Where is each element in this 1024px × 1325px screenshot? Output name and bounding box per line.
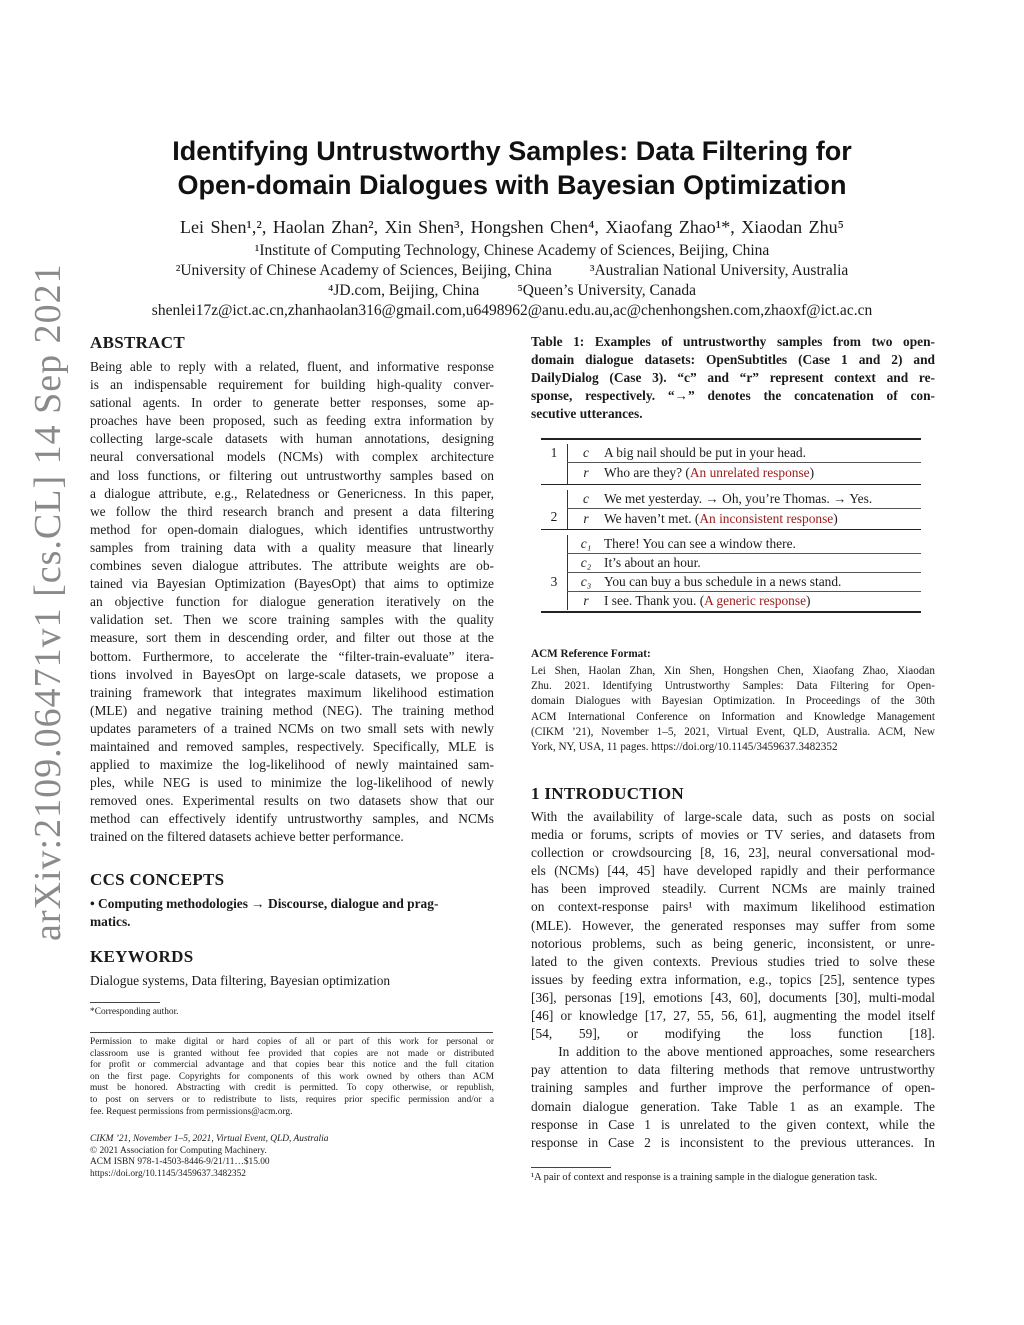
table-row [541,490,921,509]
table-1-caption [531,333,935,423]
keywords-text: Dialogue systems, Data filtering, Bayesian optimization [90,973,391,988]
intro-line: media or forums, scripts of movies or TV series, and datasets from [531,827,935,843]
intro-line: In addition to the above mentioned approaches, some researchers [531,1044,935,1060]
case-number [541,592,568,611]
abstract-line: ples, while NEG is used to minimize the log-likelihood of newly [90,775,494,791]
utterance-cell [604,554,921,573]
intro-footnote: ¹A pair of context and response is a training sample in the dialogue generation task. [531,1172,878,1183]
abstract-heading: ABSTRACT [90,333,185,352]
abstract-line: a dialogue attribute, e.g., Relatedness or Genericness. In this paper, [90,485,494,501]
case-number [541,463,568,485]
role-label: r [568,463,605,485]
acm-ref-line: Zhu. 2021. Identifying Untrustworthy Samples: Data Filtering for Open- [531,680,935,693]
abstract-line: updates parameters of a trained NCMs on two small sets with newly [90,720,494,736]
permission-line: classroom use is granted without fee provided that copies are not made or distributed [90,1048,494,1059]
abstract-line: (MLE) and negative training method (NEG). The training method [90,702,494,718]
intro-line: lated to the given contexts. Previous studies tried to solve these [531,953,935,969]
table-row [541,554,921,573]
abstract-line: training framework that integrates maximum likelihood estimation [90,684,494,700]
case-number [541,535,568,554]
caption-line: DailyDialog (Case 3). “c” and “r” represent context and re- [531,370,935,386]
example-table [541,444,921,610]
author-emails: shenlei17z@ict.ac.cn,zhanhaolan316@gmail.com,u6498962@anu.edu.au,ac@chenhongshen.com,zhaoxf@ict.ac.cn [151,302,873,319]
caption-line: Table 1: Examples of untrustworthy samples from two open- [531,334,935,349]
abstract-line: trained on the filtered datasets achieve better performance. [90,829,404,845]
intro-line: training samples and further improve the performance of open- [531,1080,935,1096]
response-type-note: An inconsistent response [699,510,834,526]
permission-line: must be honored. Abstracting with credit is permitted. To copy otherwise, or republish, [90,1083,494,1094]
caption-line: sponse, respectively. “→” denotes the concatenation of con- [531,388,935,404]
acm-ref-line: ACM International Conference on Information and Knowledge Management [531,710,935,723]
affiliation-3: ³Australian National University, Australia [589,262,849,279]
caption-line: secutive utterances. [531,406,643,422]
utterance-text: You can buy a bus schedule in a news stand. [604,574,842,589]
permission-line: to post on servers or to redistribute to lists, requires prior specific permission and/or a [90,1094,494,1105]
utterance-text: A big nail should be put in your head. [604,445,806,460]
affiliation-4: ⁴JD.com, Beijing, China [327,282,480,299]
intro-line: [54, 59], or modifying the loss function [18]. [531,1026,935,1042]
response-type-note: An unrelated response [689,465,810,481]
abstract-line: Being able to reply with a related, fluent, and informative response [90,359,494,374]
table-row [541,444,921,463]
utterance-text: We met yesterday. → Oh, you’re Thomas. → Yes. [604,490,873,506]
case-number: 1 [550,445,558,461]
role-label: c₃ [568,573,605,592]
utterance-text: We haven’t met. ( [604,510,700,526]
ccs-concepts [90,895,494,931]
intro-line: With the availability of large-scale data, such as posts on social [531,809,935,824]
utterance-cell [604,573,921,592]
abstract-line: validation set. Then we score training samples with the quality [90,612,494,628]
abstract-line: method can effectively identify untrustworthy samples, and NCMs [90,811,494,827]
abstract-line: tained via Bayesian Optimization (BayesOpt) that aims to optimize [90,576,494,592]
caption-line: domain dialogue datasets: OpenSubtitles (Case 1 and 2) and [531,352,935,368]
abstract-line: applied to maximize the log-likelihood of newly maintained sam- [90,757,494,773]
acm-ref-line: Lei Shen, Haolan Zhan, Xin Shen, Hongshen Chen, Xiaofang Zhao, Xiaodan [531,665,935,677]
utterance-cell [604,463,921,485]
abstract-line: is an indispensable requirement for building high-quality conver- [90,377,494,393]
introduction-body [531,808,935,1152]
response-type-note: A generic response [704,593,807,608]
venue-line: CIKM ’21, November 1–5, 2021, Virtual Event, QLD, Australia [90,1134,329,1144]
ccs-line-1: • Computing methodologies → Discourse, dialogue and prag- [90,896,439,911]
abstract-line: tions involved in BayesOpt on large-scale datasets, we propose a [90,666,494,682]
abstract-line: measure, sort them in descending order, and filter out those at the [90,630,494,646]
case-number [541,490,568,509]
abstract-line: an objective function for dialogue generation iteratively on the [90,594,494,610]
table-row [541,535,921,554]
abstract-line: removed ones. Experimental results on two datasets show that our [90,793,494,809]
case-number: 3 [550,574,558,589]
intro-line: (MLE). However, the generated responses may suffer from some [531,917,935,933]
intro-line: response in Case 1 is unrelated to the given context, while the [531,1116,935,1132]
acm-ref-heading: ACM Reference Format: [531,648,651,660]
utterance-text: There! You can see a window there. [604,536,796,551]
utterance-cell [604,508,921,530]
publication-info [90,1134,494,1180]
permission-block [90,1037,494,1118]
intro-line: has been improved steadily. Current NCMs are mainly trained [531,881,935,897]
role-label: r [568,592,605,611]
abstract-line: samples from training data with a quality measure that linearly [90,539,494,555]
intro-footnote-divider [531,1167,611,1168]
permission-line: Permission to make digital or hard copies of all or part of this work for personal or [90,1037,494,1047]
doi-line[interactable]: https://doi.org/10.1145/3459637.3482352 [90,1168,246,1179]
utterance-text: It’s about an hour. [604,555,701,570]
intro-line: [46] or knowledge [17, 27, 55, 56, 61], augmenting the model itself [531,1008,935,1024]
affiliation-1: ¹Institute of Computing Technology, Chinese Academy of Sciences, Beijing, China [254,242,770,259]
abstract-line: we follow the third research branch and present a data filtering [90,503,494,519]
ccs-heading: CCS CONCEPTS [90,870,225,889]
table-bottom-rule [541,611,921,613]
intro-line: notorious problems, such as being generic, inconsistent, or unre- [531,935,935,951]
table-row [541,592,921,611]
author-list: Lei Shen¹,², Haolan Zhan², Xin Shen³, Hongshen Chen⁴, Xiaofang Zhao¹*, Xiaodan Zhu⁵ [180,217,844,237]
footnote-divider [90,1002,160,1003]
isbn-line: ACM ISBN 978-1-4503-8446-9/21/11…$15.00 [90,1157,270,1168]
intro-line: els (NCMs) [44, 45] have developed rapidly and their performance [531,863,935,879]
affiliation-row-2 [0,261,1024,281]
abstract-line: proaches have been proposed, such as feeding extra information by [90,413,494,429]
utterance-cell [604,444,921,463]
affiliation-5: ⁵Queen’s University, Canada [517,282,697,299]
permission-line: fee. Request permissions from permissions@acm.org. [90,1106,293,1117]
permission-line: on the first page. Copyrights for components of this work owned by others than ACM [90,1071,494,1082]
intro-line: [36], personas [19], emotions [43, 60], documents [30], multi-modal [531,989,935,1005]
intro-line: pay attention to data filtering methods that remove untrustworthy [531,1062,935,1078]
abstract-body [90,358,494,847]
permission-divider [90,1032,493,1033]
role-label: r [568,508,605,530]
permission-line: for profit or commercial advantage and that copies bear this notice and the full citation [90,1060,494,1071]
intro-line: collection or crowdsourcing [8, 16, 23], neural conversational mod- [531,845,935,861]
table-row [541,508,921,530]
acm-ref-body [531,664,935,755]
intro-line: domain dialogue generation. Take Table 1 as an example. The [531,1098,935,1114]
role-label: c [568,490,605,509]
case-number [541,554,568,573]
abstract-line: collecting large-scale datasets with human annotations, designing [90,431,494,447]
close-paren: ) [806,593,811,608]
utterance-cell [604,535,921,554]
utterance-text: I see. Thank you. ( [604,593,705,608]
acm-ref-line: (CIKM ’21), November 1–5, 2021, Virtual Event, QLD, Australia. ACM, New [531,725,935,738]
table-row [541,573,921,592]
utterance-cell [604,592,921,611]
title-line-2: Open-domain Dialogues with Bayesian Optimization [177,170,847,200]
acm-ref-line: York, NY, USA, 11 pages. https://doi.org/10.1145/3459637.3482352 [531,741,838,754]
table-top-rule [541,438,921,440]
abstract-line: neural conversational models (NCMs) with complex architecture [90,449,494,465]
abstract-line: bottom. Furthermore, to accelerate the “filter-train-evaluate” itera- [90,648,494,664]
table-row [541,463,921,485]
keywords-heading: KEYWORDS [90,947,194,966]
affiliation-2: ²University of Chinese Academy of Sciences, Beijing, China [175,262,552,279]
abstract-line: and loss functions, or filtering out untrustworthy samples based on [90,467,494,483]
close-paren: ) [809,465,815,481]
close-paren: ) [833,510,838,526]
role-label: c [568,444,605,463]
corresponding-footnote: *Corresponding author. [90,1007,179,1017]
intro-line: issues by feeding extra information, e.g., topics [25], sentence types [531,971,935,987]
arxiv-stamp: arXiv:2109.06471v1 [cs.CL] 14 Sep 2021 [27,263,69,941]
abstract-line: maintained and removed samples, respectively. Specifically, MLE is [90,738,494,754]
copyright-line: © 2021 Association for Computing Machinery. [90,1145,267,1156]
paper-title [0,134,1024,202]
intro-line: response in Case 2 is inconsistent to the previous utterances. In [531,1134,935,1150]
introduction-heading: 1 INTRODUCTION [531,784,684,803]
acm-ref-line: domain Dialogues with Bayesian Optimization. In Proceedings of the 30th [531,695,935,708]
abstract-line: sational agents. In order to generate better responses, some ap- [90,395,494,411]
case-number: 2 [541,508,568,530]
intro-line: on context-response pairs¹ with maximum likelihood estimation [531,899,935,915]
affiliation-row-3 [0,281,1024,301]
title-line-1: Identifying Untrustworthy Samples: Data Filtering for [172,136,852,166]
utterance-cell [604,490,921,509]
role-label: c₁ [568,535,605,554]
utterance-text: Who are they? ( [604,465,690,481]
role-label: c₂ [568,554,605,573]
abstract-line: combines seven dialogue attributes. The attribute weights are ob- [90,558,494,574]
abstract-line: method for open-domain dialogues, which identifies untrustworthy [90,521,494,537]
ccs-line-2: matics. [90,914,131,930]
